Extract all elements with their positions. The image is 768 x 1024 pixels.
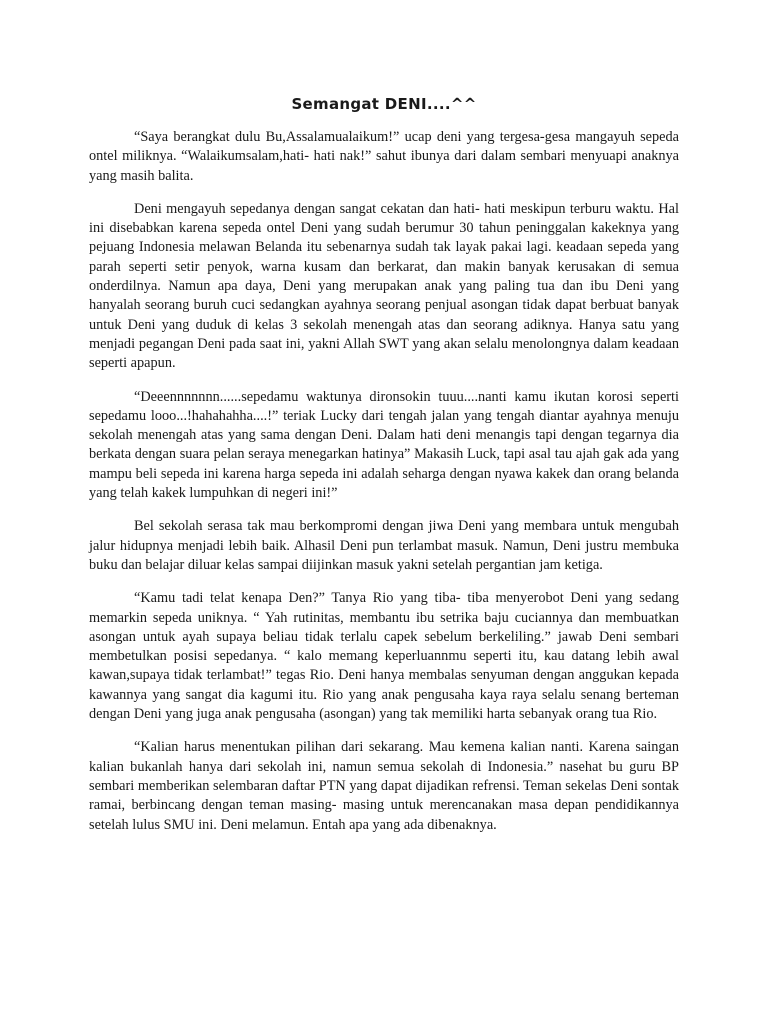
paragraph-2: Deni mengayuh sepedanya dengan sangat cekatan dan hati- hati meskipun terburu waktu. Hal ini disebabkan karena sepeda ontel Deni yang sudah berumur 30 tahun peninggalan kakeknya yang pejuang Indonesia melawan Belanda itu sebenarnya sudah tak layak pakai lagi. keadaan sepeda yang parah seperti setir penyok, warna kusam dan berkarat, dan makin banyak kerusakan di semua onderdilnya. Namun apa daya, Deni yang merupakan anak yang paling tua dan ibu Deni yang hanyalah seorang buruh cuci sedangkan ayahnya seorang penjual asongan tidak dapat berbuat banyak untuk Deni yang duduk di kelas 3 sekolah menengah atas dan seorang adiknya. Hanya satu yang menjadi pegangan Deni pada saat ini, yakni Allah SWT yang akan selalu menolongnya dalam keadaan seperti apapun.	[89, 200, 679, 372]
paragraph-1: “Saya berangkat dulu Bu,Assalamualaikum!” ucap deni yang tergesa-gesa mangayuh sepeda ontel miliknya. “Walaikumsalam,hati- hati nak!” sahut ibunya dari dalam sembari menyuapi anaknya yang masih balita.	[89, 129, 679, 184]
document-page	[89, 92, 679, 849]
paragraph-3: “Deeennnnnnn......sepedamu waktunya dironsokin tuuu....nanti kamu ikutan korosi seperti sepedamu looo...!hahahahha....!” teriak Lucky dari tengah jalan yang tengah diantar ayahnya menuju sekolah menengah atas yang sama dengan Deni. Dalam hati deni menangis tapi dengan tegarnya dia berkata dengan suara pelan seraya menegarkan hatinya” Makasih Luck, tapi asal tau ajah gak ada yang mampu beli sepeda ini karena harga sepeda ini adalah seharga dengan nyawa kakek dan orang belanda yang telah kakek lumpuhkan di negeri ini!”	[89, 388, 679, 502]
paragraph-5: “Kamu tadi telat kenapa Den?” Tanya Rio yang tiba- tiba menyerobot Deni yang sedang memarkin sepeda uniknya. “ Yah rutinitas, membantu ibu setrika baju cuciannya dan membuatkan asongan untuk ayah supaya beliau tidak terlalu capek sebelum berkeliling.” jawab Deni sembari membetulkan posisi sepedanya. “ kalo memang keperluannmu seperti itu, kau datang lebih awal kawan,supaya tidak terlambat!” tegas Rio. Deni hanya membalas senyuman dengan anggukan kepada kawannya yang sangat dia kagumi itu. Rio yang anak pengusaha kaya raya selalu senang berteman dengan Deni yang juga anak pengusaha (asongan) yang tak memiliki harta sebanyak orang tua Rio.	[89, 590, 679, 723]
paragraph-6: “Kalian harus menentukan pilihan dari sekarang. Mau kemena kalian nanti. Karena saingan kalian bukanlah hanya dari sekolah ini, namun semua sekolah di Indonesia.” nasehat bu guru BP sembari memberikan selembaran daftar PTN yang dapat dijadikan refrensi. Teman sekelas Deni sontak ramai, berbincang dengan teman masing- masing untuk merencanakan masa depan pendidikannya setelah lulus SMU ini. Deni melamun. Entah apa yang ada dibenaknya.	[89, 739, 679, 833]
paragraph-4: Bel sekolah serasa tak mau berkompromi dengan jiwa Deni yang membara untuk mengubah jalur hidupnya menjadi lebih baik. Alhasil Deni pun terlambat masuk. Namun, Deni justru membuka buku dan belajar diluar kelas sampai diijinkan masuk yakni setelah pergantian jam ketiga.	[89, 518, 679, 573]
document-title: Semangat DENI....^^	[291, 95, 477, 113]
